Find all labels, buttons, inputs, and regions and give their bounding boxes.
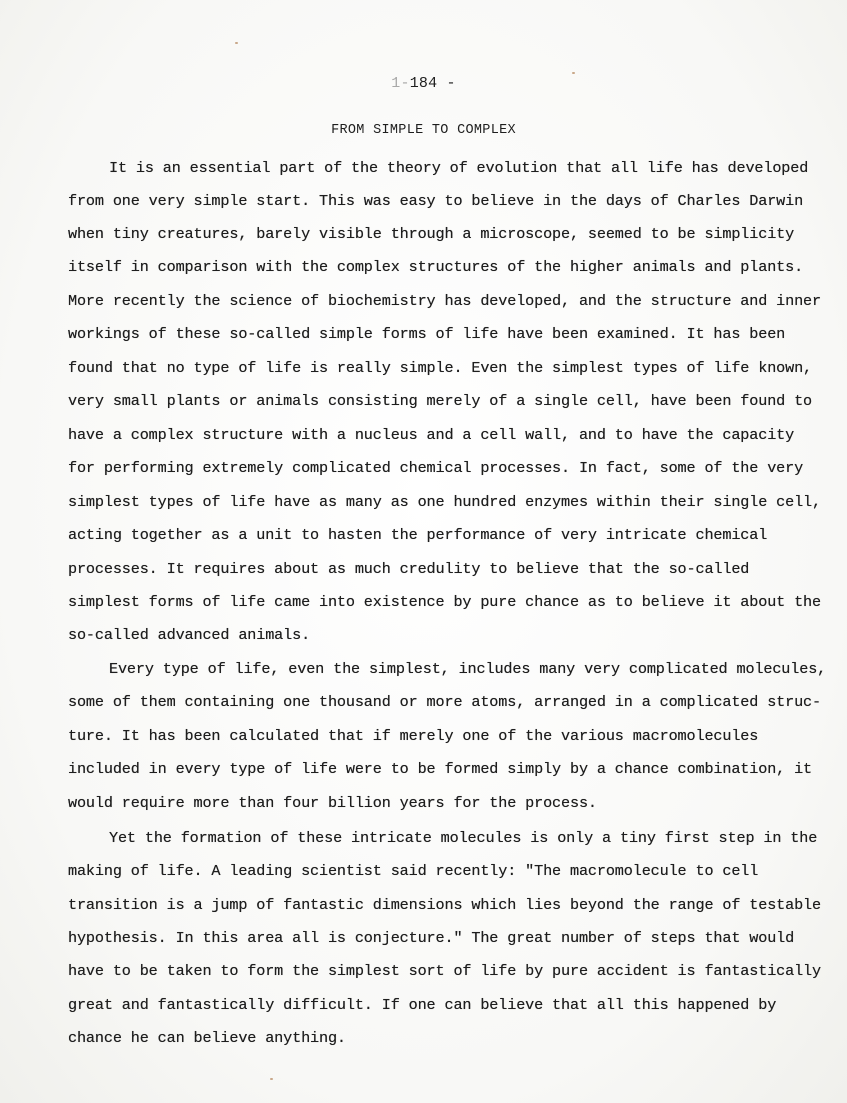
paragraph-line: have a complex structure with a nucleus and a cell wall, and to have the capacity (68, 426, 795, 444)
paper-speck (270, 1078, 273, 1080)
paragraph-line: from one very simple start. This was easy to believe in the days of Charles Darwin (68, 192, 804, 210)
paragraph-line: itself in comparison with the complex structures of the higher animals and plants. (68, 258, 804, 276)
paragraph-line: great and fantastically difficult. If one can believe that all this happened by (68, 996, 777, 1014)
paragraph-line: very small plants or animals consisting merely of a single cell, have been found to (68, 392, 813, 410)
page-number (0, 75, 847, 92)
paragraph-line: acting together as a unit to hasten the performance of very intricate chemical (68, 526, 768, 544)
paragraph-line: ture. It has been calculated that if merely one of the various macromolecules (68, 727, 759, 745)
paragraph-line: It is an essential part of the theory of evolution that all life has developed (109, 159, 809, 177)
page-number-value: 184 - (409, 75, 456, 92)
paragraph-line: More recently the science of biochemistry has developed, and the structure and inner (68, 292, 821, 310)
paper-speck (572, 72, 575, 74)
paragraph-line: included in every type of life were to be formed simply by a chance combination, it (68, 760, 813, 778)
paragraph-line: when tiny creatures, barely visible through a microscope, seemed to be simplicity (68, 225, 795, 243)
paragraph-line: workings of these so-called simple forms of life have been examined. It has been (68, 325, 786, 343)
paragraph-line: some of them containing one thousand or more atoms, arranged in a complicated struc- (68, 693, 821, 711)
paragraph-line: for performing extremely complicated chemical processes. In fact, some of the very (68, 459, 804, 477)
page-number-prefix: 1- (391, 75, 410, 92)
paragraph-line: simplest types of life have as many as one hundred enzymes within their single cell, (68, 493, 821, 511)
paragraph-line: found that no type of life is really simple. Even the simplest types of life known, (68, 359, 813, 377)
paragraph-line: chance he can believe anything. (68, 1029, 346, 1047)
page-title: FROM SIMPLE TO COMPLEX (331, 123, 516, 138)
paragraph-line: simplest forms of life came into existence by pure chance as to believe it about the (68, 593, 821, 611)
paper-speck (235, 42, 238, 44)
paragraph-line: have to be taken to form the simplest sort of life by pure accident is fantastically (68, 962, 821, 980)
paragraph-line: Yet the formation of these intricate molecules is only a tiny first step in the (109, 829, 818, 847)
paragraph-line: hypothesis. In this area all is conjecture." The great number of steps that would (68, 929, 795, 947)
paragraph-line: transition is a jump of fantastic dimensions which lies beyond the range of testable (68, 896, 821, 914)
paragraph-line: making of life. A leading scientist said recently: "The macromolecule to cell (68, 862, 759, 880)
paragraph-line: so-called advanced animals. (68, 626, 311, 644)
paragraph-line: Every type of life, even the simplest, includes many very complicated molecules, (109, 660, 827, 678)
paragraph-line: would require more than four billion years for the process. (68, 794, 597, 812)
paragraph-line: processes. It requires about as much credulity to believe that the so-called (68, 560, 750, 578)
